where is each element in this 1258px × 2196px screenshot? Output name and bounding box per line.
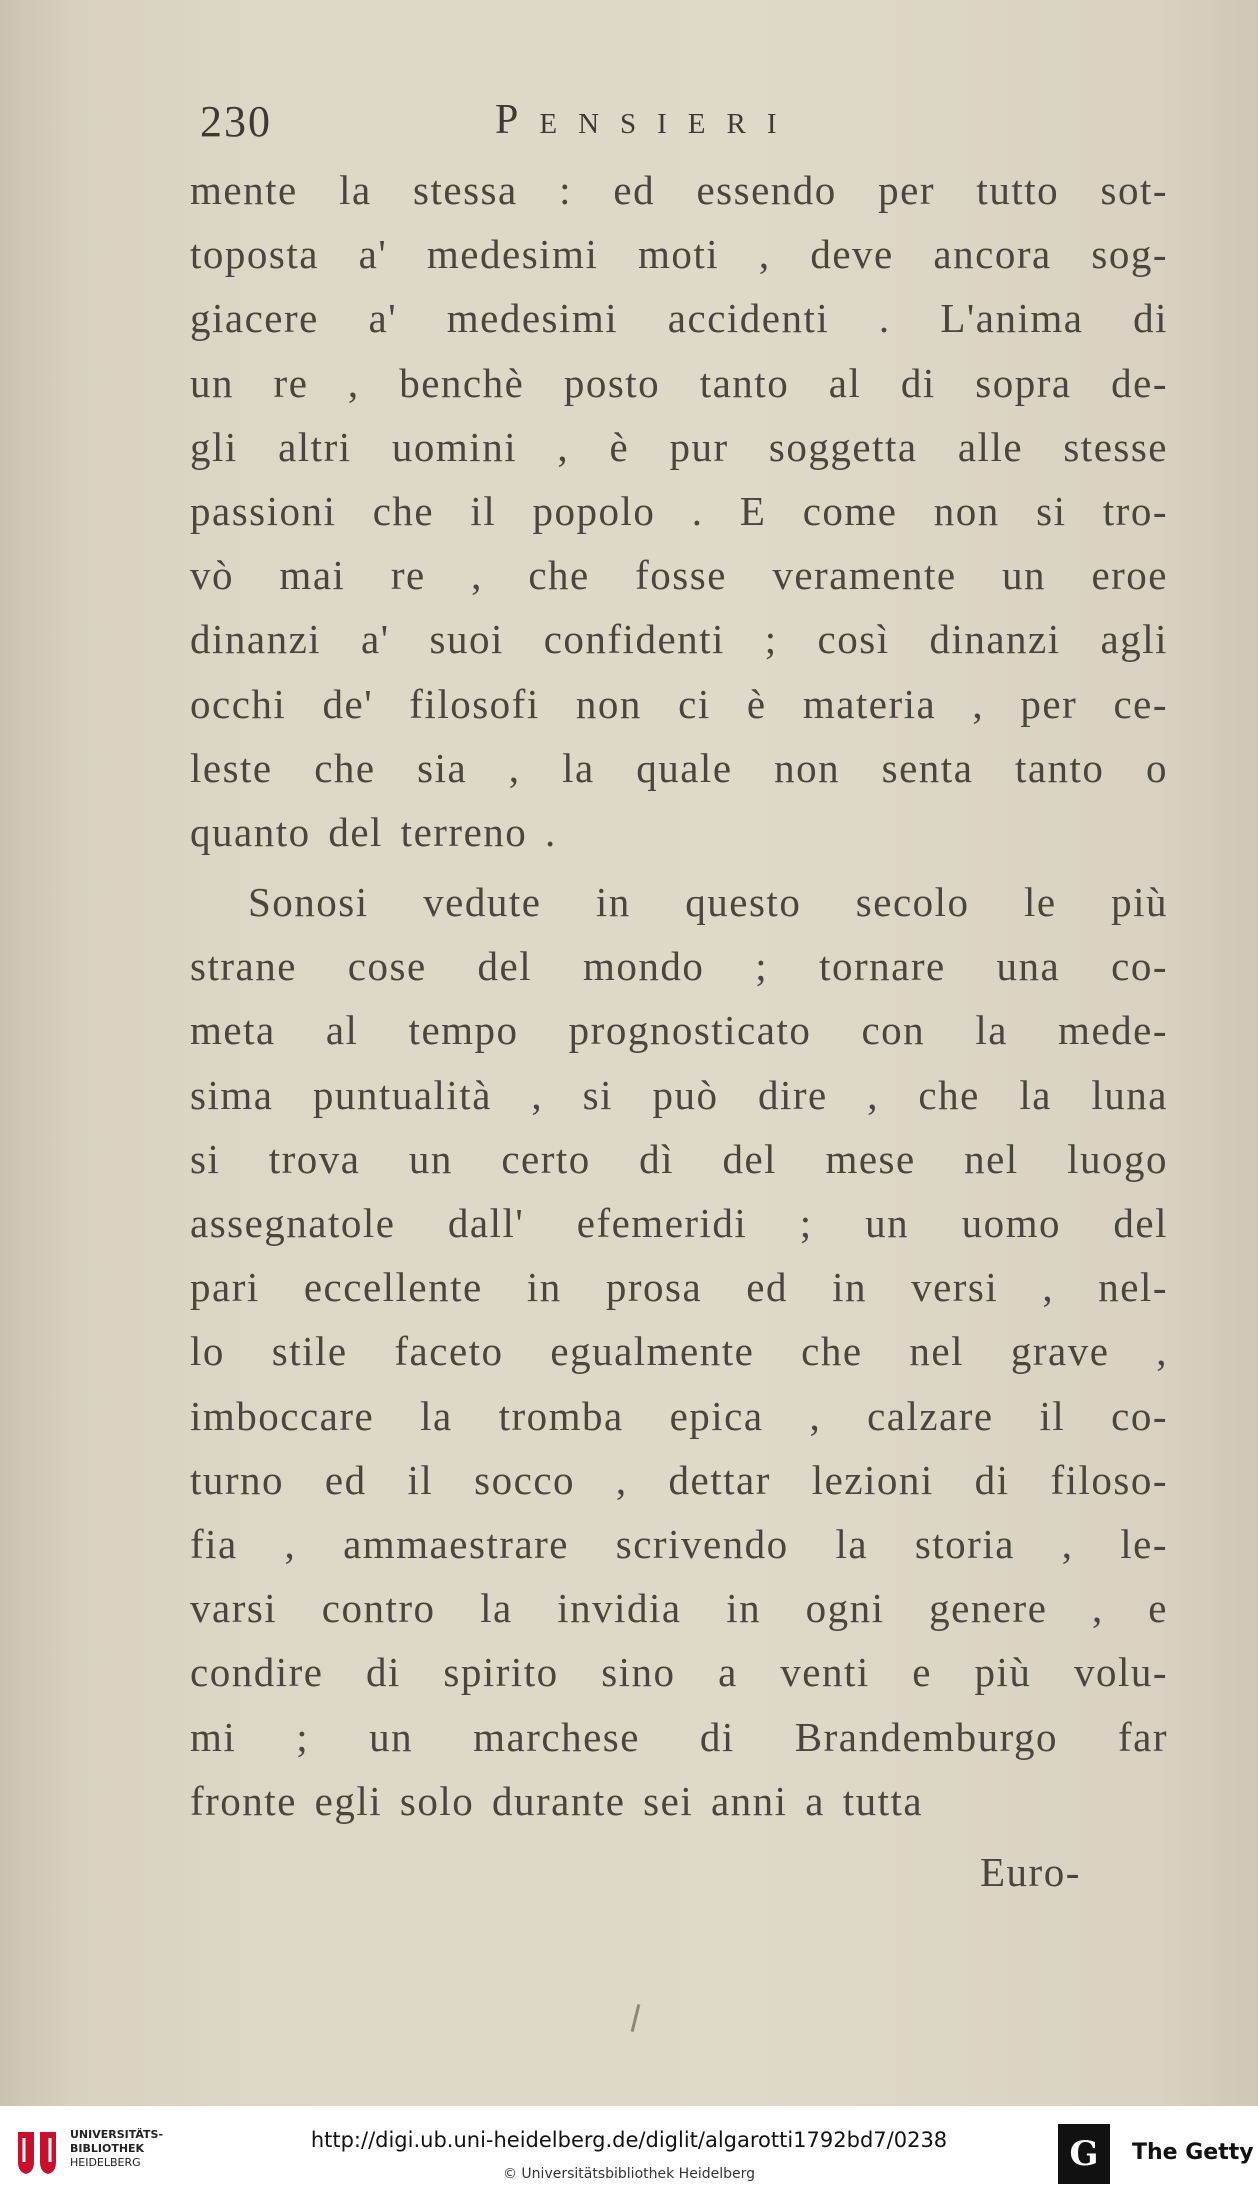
- page-header: [200, 96, 1180, 152]
- text-line: turno ed il socco , dettar lezioni di filoso-: [190, 1456, 1168, 1503]
- text-line: Sonosi vedute in questo secolo le più: [248, 879, 1168, 926]
- text-line: giacere a' medesimi accidenti . L'anima di: [190, 295, 1168, 342]
- text-line: mente la stessa : ed essendo per tutto sot-: [190, 167, 1168, 213]
- text-line: occhi de' filosofi non ci è materia , per ce-: [190, 680, 1168, 727]
- text-line: pari eccellente in prosa ed in versi , nel-: [190, 1264, 1168, 1311]
- text-line: imboccare la tromba epica , calzare il co-: [190, 1392, 1168, 1439]
- text-line: dinanzi a' suoi confidenti ; così dinanzi agli: [190, 616, 1168, 663]
- page-number: 230: [200, 97, 272, 146]
- text-line: toposta a' medesimi moti , deve ancora sog-: [190, 231, 1168, 278]
- library-line-2: BIBLIOTHEK: [70, 2142, 145, 2155]
- text-line: fronte egli solo durante sei anni a tutta: [190, 1777, 924, 1824]
- sponsor-name: The Getty: [1132, 2140, 1254, 2165]
- text-line: meta al tempo prognosticato con la mede-: [190, 1007, 1168, 1054]
- text-line: quanto del terreno .: [190, 808, 557, 855]
- library-line-1: UNIVERSITÄTS-: [70, 2128, 164, 2141]
- text-line: gli altri uomini , è pur soggetta alle stesse: [190, 423, 1168, 470]
- ink-mark: [631, 2004, 641, 2032]
- permalink-url[interactable]: http://digi.ub.uni-heidelberg.de/diglit/algarotti1792bd7/0238: [310, 2128, 948, 2152]
- text-line: sima puntualità , si può dire , che la luna: [190, 1071, 1168, 1118]
- body-text: [190, 158, 1168, 1833]
- text-line: leste che sia , la quale non senta tanto o: [190, 744, 1168, 791]
- text-line: varsi contro la invidia in ogni genere , e: [190, 1585, 1168, 1632]
- text-line: condire di spirito sino a venti e più volu-: [190, 1649, 1168, 1696]
- text-line: fia , ammaestrare scrivendo la storia , le-: [190, 1520, 1168, 1567]
- text-line: lo stile faceto egualmente che nel grave ,: [190, 1328, 1168, 1375]
- text-line: mi ; un marchese di Brandemburgo far: [190, 1713, 1168, 1760]
- copyright-notice: © Universitätsbibliothek Heidelberg: [502, 2166, 755, 2182]
- getty-logo-icon[interactable]: G: [1058, 2124, 1110, 2184]
- library-line-3: HEIDELBERG: [70, 2156, 141, 2169]
- text-line: passioni che il popolo . E come non si tro-: [190, 487, 1168, 534]
- text-line: vò mai re , che fosse veramente un eroe: [190, 552, 1168, 599]
- viewer-footer: [0, 2106, 1258, 2196]
- text-line: si trova un certo dì del mese nel luogo: [190, 1135, 1168, 1182]
- running-head: Pensieri: [495, 97, 798, 143]
- text-line: assegnatole dall' efemeridi ; un uomo del: [190, 1200, 1168, 1246]
- text-line: un re , benchè posto tanto al di sopra de-: [190, 359, 1168, 406]
- catchword: Euro-: [980, 1849, 1081, 1895]
- text-line: strane cose del mondo ; tornare una co-: [190, 943, 1168, 990]
